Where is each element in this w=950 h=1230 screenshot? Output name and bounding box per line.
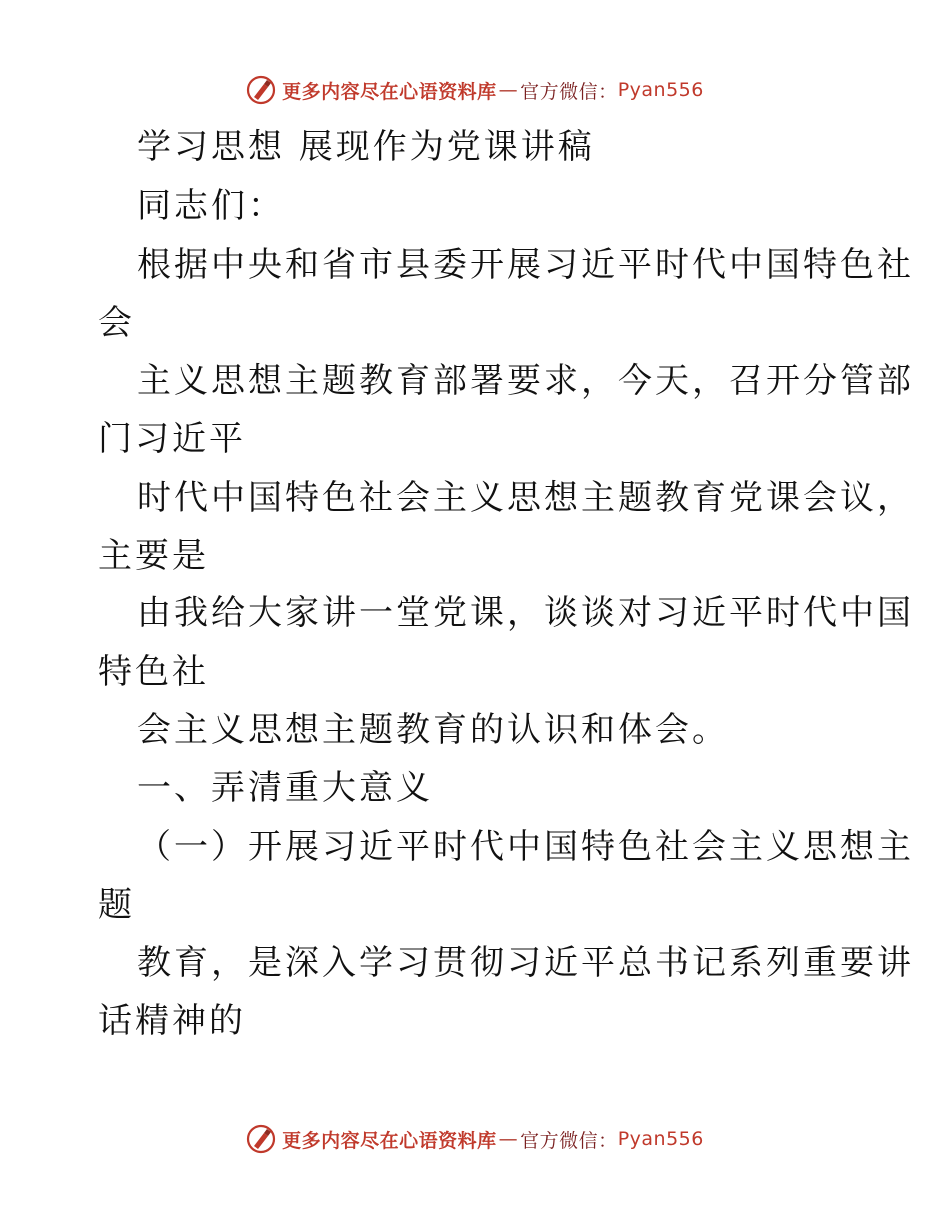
paragraph-line: 会 bbox=[98, 303, 135, 343]
banner-account: Pyan556 bbox=[617, 79, 704, 101]
banner-account: Pyan556 bbox=[617, 1128, 704, 1150]
paragraph-line: 话精神的 bbox=[98, 1001, 246, 1041]
pen-nib-logo-icon bbox=[246, 1124, 276, 1154]
paragraph-line: 主要是 bbox=[98, 536, 209, 576]
paragraph-line: 门习近平 bbox=[98, 419, 246, 459]
paragraph-line: 教育，是深入学习贯彻习近平总书记系列重要讲 bbox=[137, 943, 914, 983]
paragraph-line: 时代中国特色社会主义思想主题教育党课会议， bbox=[137, 478, 914, 518]
banner-dash: — bbox=[498, 1128, 519, 1150]
paragraph-line: 主义思想主题教育部署要求，今天，召开分管部 bbox=[137, 361, 914, 401]
subsection-heading: （一）开展习近平时代中国特色社会主义思想主 bbox=[137, 827, 914, 867]
document-title: 学习思想 展现作为党课讲稿 bbox=[137, 127, 595, 167]
header-banner bbox=[0, 72, 950, 108]
banner-main-text: 更多内容尽在心语资料库 bbox=[282, 1129, 497, 1152]
footer-banner bbox=[0, 1121, 950, 1157]
banner-main-text: 更多内容尽在心语资料库 bbox=[282, 80, 497, 103]
salutation: 同志们： bbox=[137, 186, 285, 226]
paragraph-line: 由我给大家讲一堂党课，谈谈对习近平时代中国 bbox=[137, 593, 914, 633]
banner-dash: — bbox=[498, 79, 519, 101]
banner-sub-text: 官方微信： bbox=[520, 1129, 618, 1152]
section-heading: 一、弄清重大意义 bbox=[137, 768, 433, 808]
paragraph-line: 根据中央和省市县委开展习近平时代中国特色社 bbox=[137, 245, 914, 285]
paragraph-line: 会主义思想主题教育的认识和体会。 bbox=[137, 710, 729, 750]
pen-nib-logo-icon bbox=[246, 75, 276, 105]
paragraph-line: 题 bbox=[98, 885, 135, 925]
banner-sub-text: 官方微信： bbox=[520, 80, 618, 103]
paragraph-line: 特色社 bbox=[98, 652, 209, 692]
